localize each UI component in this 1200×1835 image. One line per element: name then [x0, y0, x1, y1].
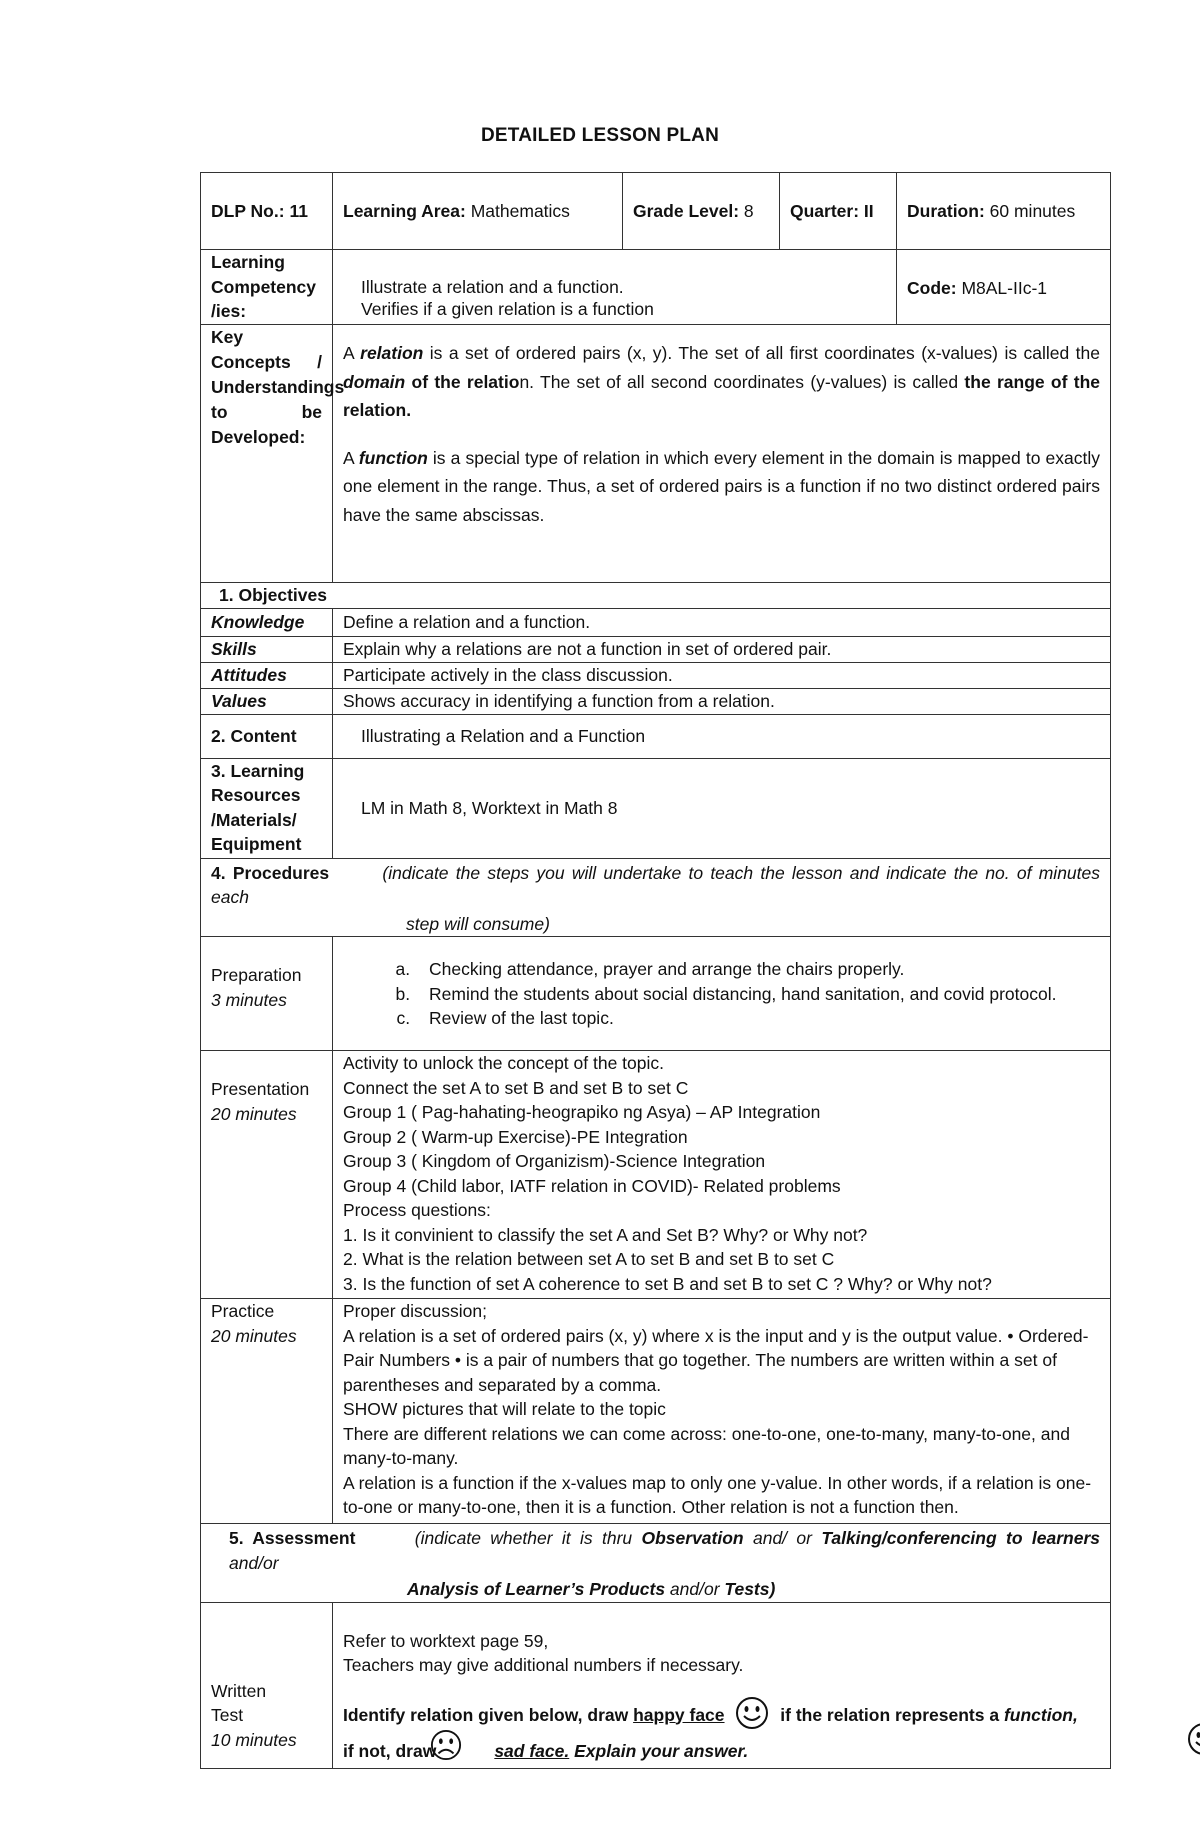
- sad-face-text: sad face.: [494, 1740, 570, 1761]
- objective-label: Attitudes: [201, 662, 333, 688]
- competency-line-1: Illustrate a relation and a function.: [361, 277, 624, 297]
- written-test-label-2: Test: [211, 1705, 244, 1725]
- resources-label: 3. Learning Resources /Materials/ Equipment: [201, 758, 333, 858]
- list-item: 2. What is the relation between set A to set B and set B to set C: [343, 1249, 835, 1269]
- instr-text-c: if not, draw: [343, 1740, 437, 1761]
- objective-text: Shows accuracy in identifying a function from a relation.: [333, 688, 1111, 714]
- resources-row: [201, 758, 1111, 858]
- key-concepts-cell: [333, 325, 1111, 583]
- key-concepts-label: Key Concepts / Understandings to be Developed:: [201, 325, 333, 583]
- list-item: Proper discussion;: [343, 1301, 487, 1321]
- procedures-label: 4. Procedures: [211, 862, 330, 883]
- list-item: Connect the set A to set B and set B to set C: [343, 1077, 689, 1098]
- procedures-note-1: (indicate the steps you will undertake to teach the lesson and indicate the no. of minutes each: [211, 862, 1101, 907]
- list-item: 1. Is it convinient to classify the set A and Set B? Why? or Why not?: [343, 1224, 868, 1245]
- happy-face-icon: [735, 1696, 769, 1737]
- written-test-line-1: Refer to worktext page 59,: [343, 1630, 549, 1651]
- code-cell: [897, 250, 1111, 325]
- preparation-row: [201, 937, 1111, 1051]
- competency-label: Learning Competency /ies:: [201, 250, 333, 325]
- domain-of-text: of the relatio: [405, 371, 520, 392]
- instr-text-a: Identify relation given below, draw: [343, 1704, 634, 1725]
- assessment-label: 5. Assessment: [229, 1528, 356, 1548]
- grade-level-label: Grade Level:: [633, 200, 740, 221]
- objective-row-values: [201, 688, 1111, 714]
- tests-term: Tests): [724, 1579, 776, 1599]
- function-term: function: [358, 447, 428, 468]
- learning-area-label: Learning Area:: [343, 200, 466, 221]
- written-test-label-cell: [201, 1602, 333, 1768]
- assessment-note-b: and/ or: [743, 1528, 822, 1548]
- grade-level-value: 8: [743, 200, 754, 221]
- assessment-line-1: [229, 1526, 1100, 1575]
- list-item: Group 4 (Child labor, IATF relation in COVID)- Related problems: [343, 1175, 841, 1196]
- practice-label: Practice: [211, 1301, 275, 1321]
- list-item: Activity to unlock the concept of the topic.: [343, 1053, 665, 1073]
- function-text-b: is a special type of relation in which every element in the domain is mapped to exactly one element in the range. Thus, a set of ordered pairs is a function if no two distinct ordered pairs have the same abscissas.: [343, 447, 1101, 525]
- duration-value: 60 minutes: [989, 200, 1076, 221]
- list-item: 3. Is the function of set A coherence to set B and set B to set C ? Why? or Why not?: [343, 1273, 992, 1294]
- list-item: A relation is a function if the x-values map to only one y-value. In other words, if a relation is one-to-one or many-to-one, then it is a function. Other relation is not a function then.: [343, 1472, 1092, 1517]
- objective-text: Explain why a relations are not a function in set of ordered pair.: [333, 636, 1111, 662]
- relation-text-c: n. The set of all second coordinates (y-values) is called: [519, 371, 965, 392]
- objective-label: Skills: [201, 636, 333, 662]
- relation-text-b: is a set of ordered pairs (x, y). The set of all first coordinates (x-values) is called the: [423, 343, 1100, 363]
- written-test-time: 10 minutes: [211, 1729, 297, 1750]
- list-item: c. Review of the last topic.: [415, 1006, 1100, 1031]
- assessment-row: [201, 1524, 1111, 1603]
- header-row: [201, 173, 1111, 250]
- sad-face-icon: [430, 1729, 462, 1768]
- practice-label-cell: [201, 1299, 333, 1524]
- instr-text-d: Explain your answer.: [569, 1740, 749, 1761]
- procedures-row: [201, 858, 1111, 937]
- objectives-heading-row: [201, 583, 1111, 609]
- objective-text: Participate actively in the class discussion.: [333, 662, 1111, 688]
- domain-term: domain: [343, 371, 406, 392]
- list-item: A relation is a set of ordered pairs (x, y) where x is the input and y is the output value. • Ordered-Pair Numbers • is a pair of numbers that go together. The numbers are written within a set of parentheses and separated by a comma.: [343, 1325, 1089, 1395]
- list-item: SHOW pictures that will relate to the topic: [343, 1399, 666, 1419]
- presentation-label: Presentation: [211, 1079, 310, 1099]
- page-title: DETAILED LESSON PLAN: [481, 125, 719, 146]
- quarter-value: II: [863, 200, 874, 221]
- relation-definition: [343, 339, 1100, 425]
- happy-face-text: happy face: [633, 1704, 725, 1725]
- learning-area-cell: [333, 173, 623, 250]
- quarter-label: Quarter:: [790, 200, 860, 221]
- objective-row-knowledge: [201, 608, 1111, 636]
- duration-cell: [897, 173, 1111, 250]
- preparation-time: 3 minutes: [211, 989, 287, 1010]
- resources-text: LM in Math 8, Worktext in Math 8: [333, 758, 1111, 858]
- presentation-time: 20 minutes: [211, 1103, 297, 1124]
- assessment-cell: [201, 1524, 1111, 1603]
- learning-area-value: Mathematics: [470, 200, 570, 221]
- analysis-term: Analysis of Learner’s Products: [407, 1579, 666, 1599]
- list-item: a. Checking attendance, prayer and arrange the chairs properly.: [415, 957, 1100, 982]
- practice-row: [201, 1299, 1111, 1524]
- list-item: Process questions:: [343, 1200, 491, 1220]
- preparation-label-cell: [201, 937, 333, 1051]
- range-term: the range of the relation.: [343, 371, 1100, 420]
- objective-text: Define a relation and a function.: [333, 608, 1111, 636]
- written-test-line-2: Teachers may give additional numbers if necessary.: [343, 1655, 744, 1675]
- written-test-row: [201, 1602, 1111, 1768]
- dlp-label: DLP No.:: [211, 200, 285, 221]
- quarter-cell: [780, 173, 897, 250]
- assessment-note-d: and/or: [665, 1579, 725, 1599]
- grade-level-cell: [623, 173, 780, 250]
- content-text: Illustrating a Relation and a Function: [333, 714, 1111, 758]
- preparation-label: Preparation: [211, 965, 302, 985]
- practice-time: 20 minutes: [211, 1325, 297, 1346]
- written-test-instructions: [343, 1696, 1100, 1768]
- talking-term: Talking/conferencing to learners: [821, 1528, 1100, 1548]
- code-label: Code:: [907, 278, 957, 298]
- list-item: b. Remind the students about social distancing, hand sanitation, and covid protocol.: [415, 982, 1100, 1007]
- lesson-plan-table: [200, 172, 1111, 1769]
- written-test-label-1: Written: [211, 1680, 267, 1701]
- list-item: Group 1 ( Pag-hahating-heograpiko ng Asya) – AP Integration: [343, 1102, 821, 1122]
- dlp-value: 11: [289, 200, 308, 221]
- duration-label: Duration:: [907, 200, 985, 221]
- procedures-cell: [201, 858, 1111, 937]
- presentation-cell: [333, 1051, 1111, 1299]
- objectives-heading: 1. Objectives: [201, 583, 1111, 609]
- competency-text-cell: [333, 250, 897, 325]
- list-item: There are different relations we can come across: one-to-one, one-to-many, many-to-one, and many-to-many.: [343, 1423, 1070, 1468]
- function-word: function,: [1003, 1704, 1078, 1725]
- code-value: M8AL-IIc-1: [961, 278, 1048, 298]
- function-definition: [343, 444, 1100, 530]
- assessment-note-a: (indicate whether it is thru: [414, 1528, 642, 1548]
- key-concepts-row: [201, 325, 1111, 583]
- observation-term: Observation: [641, 1528, 744, 1548]
- content-label: 2. Content: [201, 714, 333, 758]
- preparation-cell: [333, 937, 1111, 1051]
- practice-cell: [333, 1299, 1111, 1524]
- procedures-note-2: step will consume): [406, 913, 550, 934]
- assessment-line-2: [229, 1577, 1100, 1602]
- objective-label: Values: [201, 688, 333, 714]
- smiley-icon: [1187, 1722, 1200, 1761]
- dlp-number-cell: [201, 173, 333, 250]
- list-item: Group 2 ( Warm-up Exercise)-PE Integration: [343, 1126, 688, 1147]
- relation-text-a: A: [343, 343, 361, 363]
- preparation-list: [343, 957, 1100, 1031]
- function-text-a: A: [343, 447, 359, 468]
- list-item: Group 3 ( Kingdom of Organizism)-Science Integration: [343, 1151, 766, 1171]
- relation-term: relation: [360, 343, 424, 363]
- written-test-cell: [333, 1602, 1111, 1768]
- instr-text-b: if the relation represents a: [775, 1704, 1004, 1725]
- objective-row-skills: [201, 636, 1111, 662]
- competency-line-2: Verifies if a given relation is a function: [361, 299, 654, 319]
- objective-label: Knowledge: [201, 608, 333, 636]
- procedures-line-1: [211, 861, 1100, 910]
- assessment-note-c: and/or: [229, 1552, 279, 1573]
- presentation-row: [201, 1051, 1111, 1299]
- competency-row: [201, 250, 1111, 325]
- objective-row-attitudes: [201, 662, 1111, 688]
- presentation-label-cell: [201, 1051, 333, 1299]
- content-row: [201, 714, 1111, 758]
